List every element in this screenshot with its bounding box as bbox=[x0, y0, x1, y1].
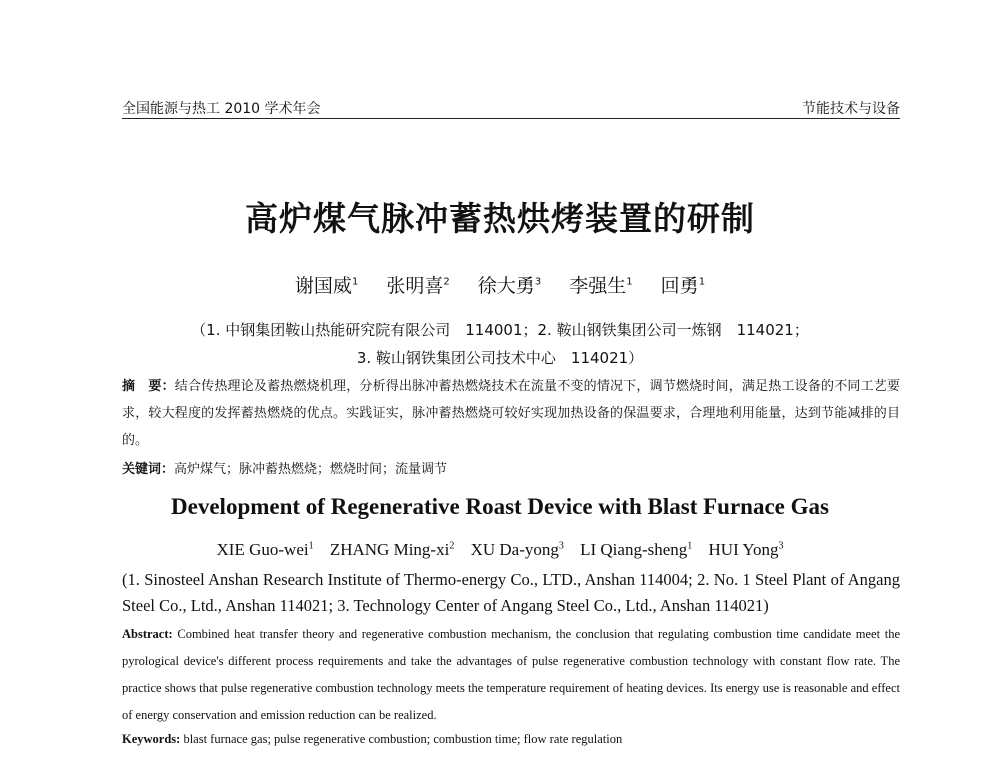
chinese-abstract bbox=[122, 373, 900, 454]
keywords-label: Keywords: bbox=[122, 732, 181, 746]
author-cn: 徐大勇$^3$ bbox=[477, 275, 542, 297]
chinese-keywords bbox=[122, 458, 900, 477]
english-title: Development of Regenerative Roast Device with Blast Furnace Gas bbox=[171, 494, 829, 519]
english-abstract bbox=[122, 621, 900, 729]
english-affiliation: (1. Sinosteel Anshan Research Institute of Thermo-energy Co., LTD., Anshan 114004; 2. No. 1 Steel Plant of Angang Steel Co., Ltd., Anshan 114021; 3. Technology Center of Angang Steel Co., Ltd., Anshan 114021) bbox=[122, 570, 900, 615]
author-en: LI Qiang-sheng$^1$ bbox=[580, 540, 693, 559]
chinese-title: 高炉煤气脉冲蓄热烘烤装置的研制 bbox=[245, 199, 755, 238]
abstract-label: 摘 要： bbox=[122, 379, 175, 394]
chinese-affiliation-line2: 3. 鞍山钢铁集团公司技术中心 114021） bbox=[356, 349, 644, 367]
author-en: XU Da-yong$^3$ bbox=[470, 540, 564, 559]
author-en: XIE Guo-wei$^1$ bbox=[216, 540, 314, 559]
keywords-text: blast furnace gas; pulse regenerative combustion; combustion time; flow rate regulation bbox=[183, 732, 623, 746]
abstract-label: Abstract: bbox=[122, 627, 173, 641]
english-authors bbox=[0, 540, 1000, 560]
running-header bbox=[122, 96, 900, 119]
chinese-authors bbox=[0, 271, 1000, 298]
abstract-text: 结合传热理论及蓄热燃烧机理，分析得出脉冲蓄热燃烧技术在流量不变的情况下，调节燃烧时间，满足热工设备的不同工艺要求，较大程度的发挥蓄热燃烧的优点。实践证实，脉冲蓄热燃烧可较好实现加热设备的保温要求，合理地利用能量，达到节能减排的目的。 bbox=[122, 379, 900, 448]
author-cn: 李强生$^1$ bbox=[569, 275, 633, 297]
keywords-text: 高炉煤气；脉冲蓄热燃烧；燃烧时间；流量调节 bbox=[174, 462, 448, 477]
author-cn: 张明喜$^2$ bbox=[386, 275, 450, 297]
author-en: ZHANG Ming-$xi^2$ bbox=[329, 540, 455, 559]
author-cn: 回勇$^1$ bbox=[660, 275, 706, 297]
keywords-label: 关键词： bbox=[122, 462, 175, 477]
section-name: 节能技术与设备 bbox=[802, 101, 900, 117]
english-keywords bbox=[122, 732, 900, 747]
chinese-affiliation-line1: （1. 中钢集团鞍山热能研究院有限公司 114001；2. 鞍山钢铁集团公司一炼钢 114021； bbox=[191, 321, 809, 339]
abstract-text: Combined heat transfer theory and regenerative combustion mechanism, the conclusion that regulating combustion time candidate meet the pyrological device's different process requirements and take the advantages of pulse regenerative combustion technology with constant flow rate. The practice shows that pulse regenerative combustion technology meets the temperature requirement of heating devices. Its energy use is reasonable and effect of energy conservation and emission reduction can be realized. bbox=[122, 627, 901, 722]
conference-name: 全国能源与热工 2010 学术年会 bbox=[122, 101, 321, 117]
author-cn: 谢国威$^1$ bbox=[294, 275, 359, 297]
author-en: HUI Yong$^3$ bbox=[708, 540, 784, 559]
